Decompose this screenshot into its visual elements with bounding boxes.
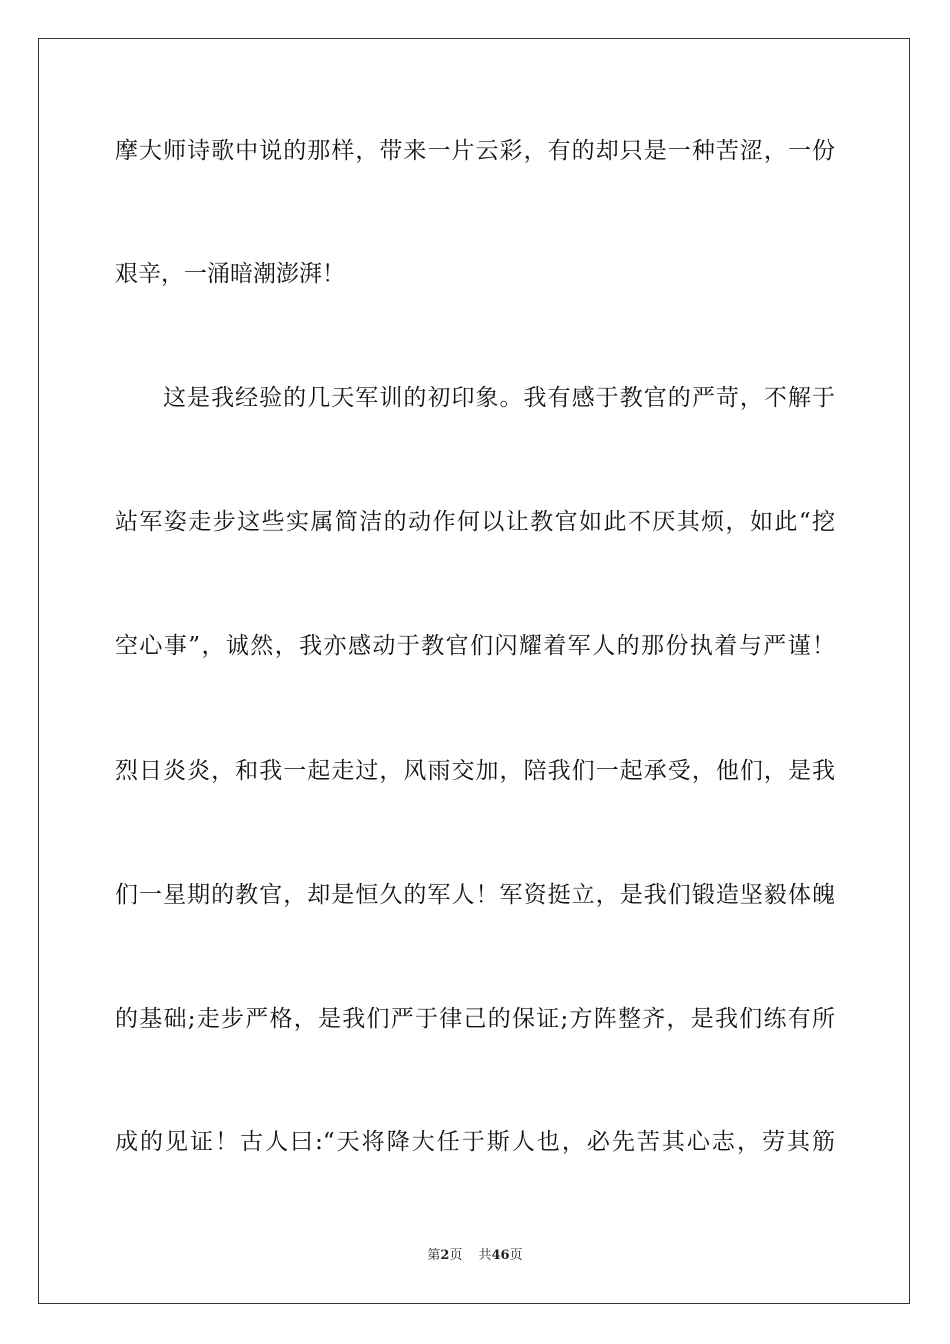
page-border xyxy=(38,38,910,1304)
text-line-5: 空心事”，诚然，我亦感动于教官们闪耀着军人的那份执着与严谨！ xyxy=(115,633,835,659)
footer-page-prefix: 第 xyxy=(427,1248,441,1263)
text-line-2: 艰辛，一涌暗潮澎湃！ xyxy=(115,261,345,287)
page-footer xyxy=(0,1247,950,1265)
footer-page-number: 2 xyxy=(440,1248,450,1263)
text-line-1: 摩大师诗歌中说的那样，带来一片云彩，有的却只是一种苦涩，一份 xyxy=(115,138,835,164)
text-line-9: 成的见证！古人曰:“天将降大任于斯人也，必先苦其心志，劳其筋 xyxy=(115,1129,835,1155)
footer-total-suffix: 页 xyxy=(509,1248,523,1263)
footer-total-number: 46 xyxy=(491,1248,510,1263)
text-line-3: 这是我经验的几天军训的初印象。我有感于教官的严苛，不解于 xyxy=(163,385,835,411)
text-line-8: 的基础;走步严格，是我们严于律己的保证;方阵整齐，是我们练有所 xyxy=(115,1006,835,1032)
footer-page-suffix: 页 xyxy=(449,1248,463,1263)
text-line-7: 们一星期的教官，却是恒久的军人！军资挺立，是我们锻造坚毅体魄 xyxy=(115,882,835,908)
text-line-6: 烈日炎炎，和我一起走过，风雨交加，陪我们一起承受，他们，是我 xyxy=(115,758,835,784)
text-line-4: 站军姿走步这些实属简洁的动作何以让教官如此不厌其烦，如此“挖 xyxy=(115,509,835,535)
footer-total-prefix: 共 xyxy=(478,1248,492,1263)
